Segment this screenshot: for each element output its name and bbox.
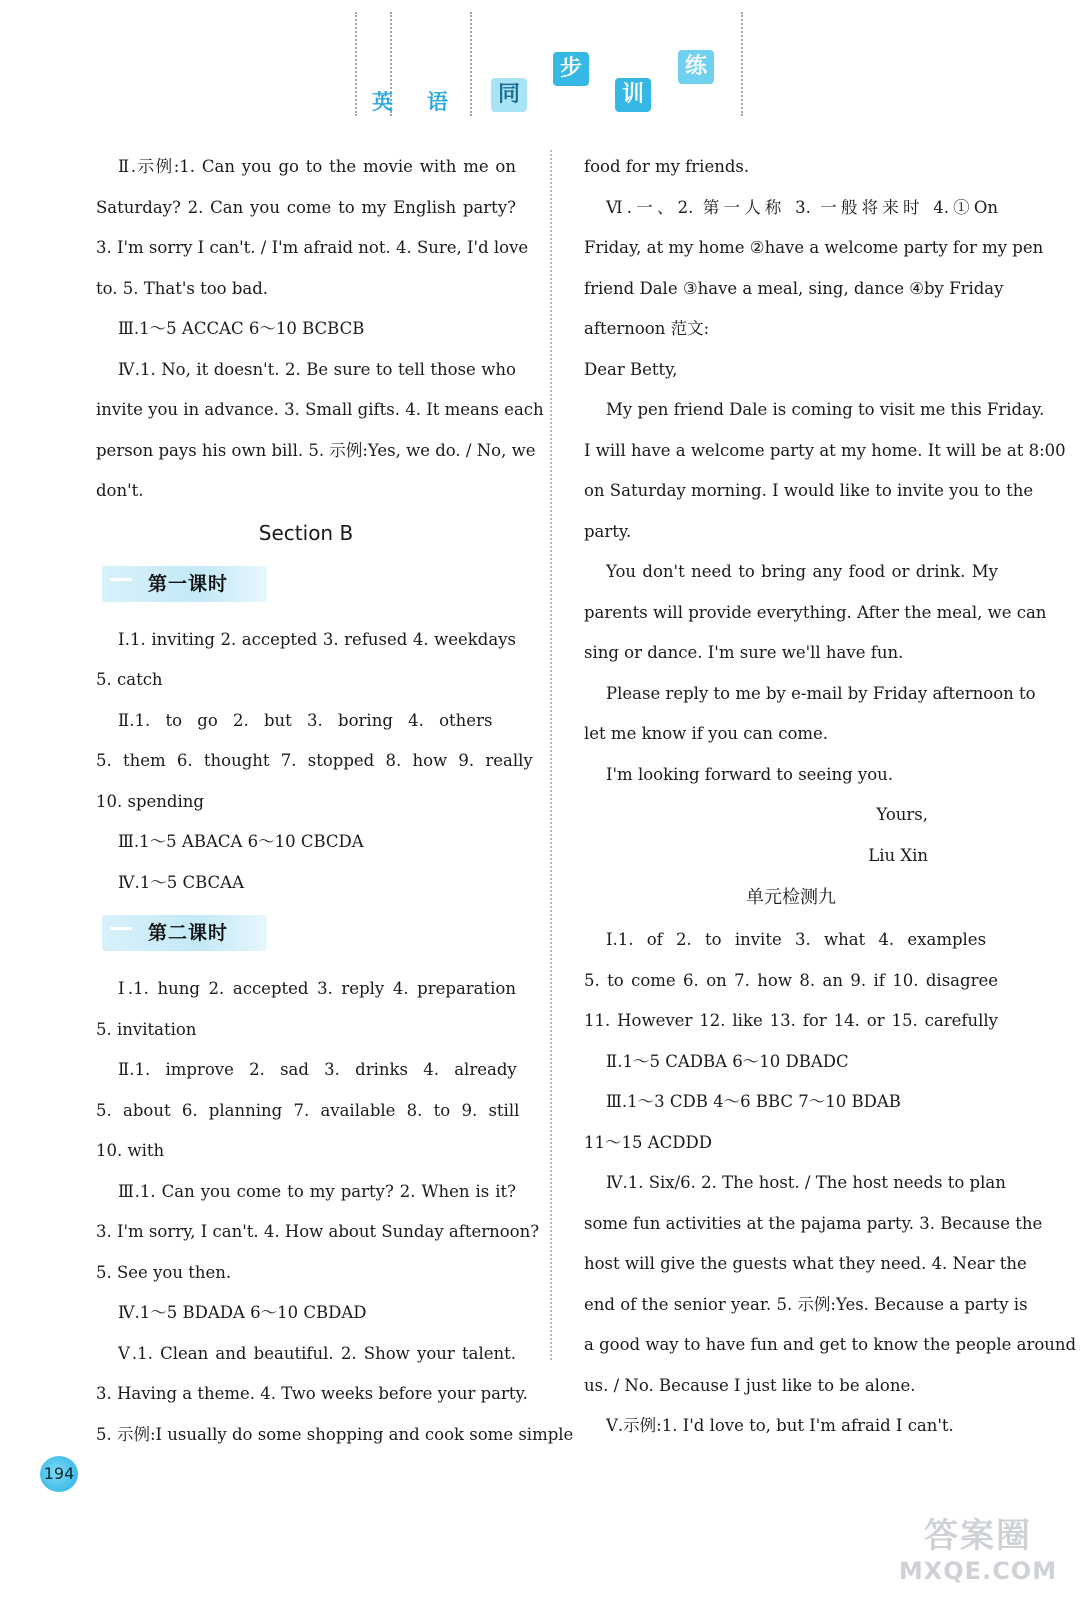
watermark-url: MXQE.COM bbox=[898, 1557, 1058, 1585]
watermark-logo bbox=[893, 1508, 1063, 1594]
answer-line: Ⅲ.1～3 CDB 4～6 BBC 7～10 BDAB bbox=[606, 1092, 901, 1111]
letter-line: Please reply to me by e-mail by Friday afternoon to bbox=[606, 683, 1036, 703]
answer-line: Ⅳ.1. Six/6. 2. The host. / The host needs to plan bbox=[606, 1173, 1006, 1192]
answer-line: Ⅱ.1. improve 2. sad 3. drinks 4. already bbox=[118, 1060, 517, 1079]
answer-line: Friday, at my home ②have a welcome party for my pen bbox=[584, 238, 1044, 257]
answer-line: us. / No. Because I just like to be alone. bbox=[584, 1375, 916, 1395]
answer-line: Ⅳ.1. No, it doesn't. 2. Be sure to tell those who bbox=[118, 359, 516, 379]
answer-line: 3. I'm sorry, I can't. 4. How about Sunday afternoon? bbox=[96, 1222, 540, 1241]
answer-line: 11. However 12. like 13. for 14. or 15. carefully bbox=[584, 1011, 998, 1030]
answer-line: some fun activities at the pajama party. 3. Because the bbox=[584, 1213, 1043, 1233]
answer-line: 5. 示例:I usually do some shopping and cook some simple bbox=[96, 1424, 574, 1444]
column-divider bbox=[550, 150, 552, 1360]
letter-line: on Saturday morning. I would like to invite you to the bbox=[584, 481, 1034, 500]
left-column bbox=[96, 147, 574, 1455]
answer-line: Ⅲ.1～5 ACCAC 6～10 BCBCB bbox=[118, 319, 365, 338]
lesson-banner bbox=[96, 903, 516, 969]
watermark-text: 答案圈 bbox=[924, 1516, 1032, 1556]
answer-line: don't. bbox=[96, 481, 144, 500]
header-dotted-line bbox=[355, 12, 357, 116]
answer-line: 10. with bbox=[96, 1141, 165, 1160]
answer-line: 5. invitation bbox=[96, 1019, 197, 1039]
header-dotted-line bbox=[741, 12, 743, 116]
answer-line: Ⅵ.一、2. 第一人称 3. 一般将来时 4.①On bbox=[606, 197, 998, 217]
answer-line: Ⅳ.1～5 CBCAA bbox=[118, 872, 244, 892]
answer-line: person pays his own bill. 5. 示例:Yes, we do. / No, we bbox=[96, 440, 536, 460]
lesson-title: 第一课时 bbox=[148, 572, 229, 595]
right-column bbox=[584, 147, 1077, 1447]
answer-line: Ⅰ.1. of 2. to invite 3. what 4. examples bbox=[606, 930, 987, 949]
lesson-title: 第二课时 bbox=[148, 922, 229, 944]
answer-line: to. 5. That's too bad. bbox=[96, 278, 269, 298]
answer-line: a good way to have fun and get to know the people around bbox=[584, 1335, 1077, 1354]
answer-line: Ⅲ.1. Can you come to my party? 2. When is it? bbox=[118, 1181, 516, 1201]
answer-line: end of the senior year. 5. 示例:Yes. Because a party is bbox=[584, 1294, 1028, 1314]
section-title: Section B bbox=[258, 520, 354, 545]
answer-line: 5. them 6. thought 7. stopped 8. how 9. really bbox=[96, 751, 533, 770]
answer-line: host will give the guests what they need. 4. Near the bbox=[584, 1254, 1027, 1273]
header-dotted-line bbox=[470, 12, 472, 116]
lesson-banner bbox=[96, 554, 516, 620]
banner-stripe-icon bbox=[110, 578, 132, 593]
answer-line: 5. catch bbox=[96, 670, 163, 689]
letter-line: let me know if you can come. bbox=[584, 724, 829, 743]
answer-line: 3. Having a theme. 4. Two weeks before your party. bbox=[96, 1384, 528, 1403]
header-char-yu: 语 bbox=[427, 90, 448, 114]
answer-line: invite you in advance. 3. Small gifts. 4. It means each bbox=[96, 400, 544, 419]
answer-line: friend Dale ③have a meal, sing, dance ④by Friday bbox=[584, 278, 1004, 298]
answer-line: 10. spending bbox=[96, 791, 204, 811]
letter-greeting: Dear Betty, bbox=[584, 359, 678, 379]
header-char-ying: 英 bbox=[372, 90, 393, 114]
letter-line: My pen friend Dale is coming to visit me this Friday. bbox=[606, 400, 1045, 419]
answer-line: Ⅴ.1. Clean and beautiful. 2. Show your talent. bbox=[118, 1343, 516, 1363]
answer-line: Ⅲ.1～5 ABACA 6～10 CBCDA bbox=[118, 832, 364, 851]
letter-line: party. bbox=[584, 521, 632, 541]
answer-line: food for my friends. bbox=[584, 157, 750, 176]
letter-line: I will have a welcome party at my home. It will be at 8:00 bbox=[584, 440, 1066, 460]
answer-line: Ⅴ.示例:1. I'd love to, but I'm afraid I can't. bbox=[606, 1416, 954, 1435]
answer-line: Ⅱ.1～5 CADBA 6～10 DBADC bbox=[606, 1051, 849, 1071]
answer-line: Ⅰ.1. inviting 2. accepted 3. refused 4. weekdays bbox=[118, 629, 516, 649]
answer-line: Ⅱ.1. to go 2. but 3. boring 4. others bbox=[118, 710, 493, 730]
letter-line: sing or dance. I'm sure we'll have fun. bbox=[584, 643, 904, 662]
header-tile-bu: 步 bbox=[553, 52, 589, 86]
letter-line: parents will provide everything. After the meal, we can bbox=[584, 602, 1047, 622]
answer-line: 3. I'm sorry I can't. / I'm afraid not. 4. Sure, I'd love bbox=[96, 238, 529, 257]
header-tile-xun: 训 bbox=[615, 78, 651, 112]
answer-line: 5. about 6. planning 7. available 8. to 9. still bbox=[96, 1100, 520, 1120]
answer-line: Saturday? 2. Can you come to my English party? bbox=[96, 197, 516, 217]
answer-line: Ⅰ.1. hung 2. accepted 3. reply 4. preparation bbox=[118, 979, 516, 998]
banner-stripe-icon bbox=[110, 927, 132, 942]
unit-test-title: 单元检测九 bbox=[746, 887, 836, 908]
page-number: 194 bbox=[40, 1456, 78, 1492]
answer-line: Ⅱ.示例:1. Can you go to the movie with me on bbox=[118, 157, 516, 176]
answer-line: 5. to come 6. on 7. how 8. an 9. if 10. disagree bbox=[584, 970, 998, 990]
letter-signature: Liu Xin bbox=[868, 845, 928, 865]
answer-line: 11～15 ACDDD bbox=[584, 1132, 712, 1152]
answer-line: afternoon 范文: bbox=[584, 319, 710, 338]
letter-line: I'm looking forward to seeing you. bbox=[606, 764, 894, 784]
answer-line: Ⅳ.1～5 BDADA 6～10 CBDAD bbox=[118, 1303, 367, 1322]
answer-line: 5. See you then. bbox=[96, 1262, 232, 1282]
header-tile-tong: 同 bbox=[491, 78, 527, 112]
letter-closing: Yours, bbox=[876, 805, 928, 824]
letter-line: You don't need to bring any food or drink. My bbox=[606, 562, 998, 581]
header-tile-lian: 练 bbox=[678, 50, 714, 84]
